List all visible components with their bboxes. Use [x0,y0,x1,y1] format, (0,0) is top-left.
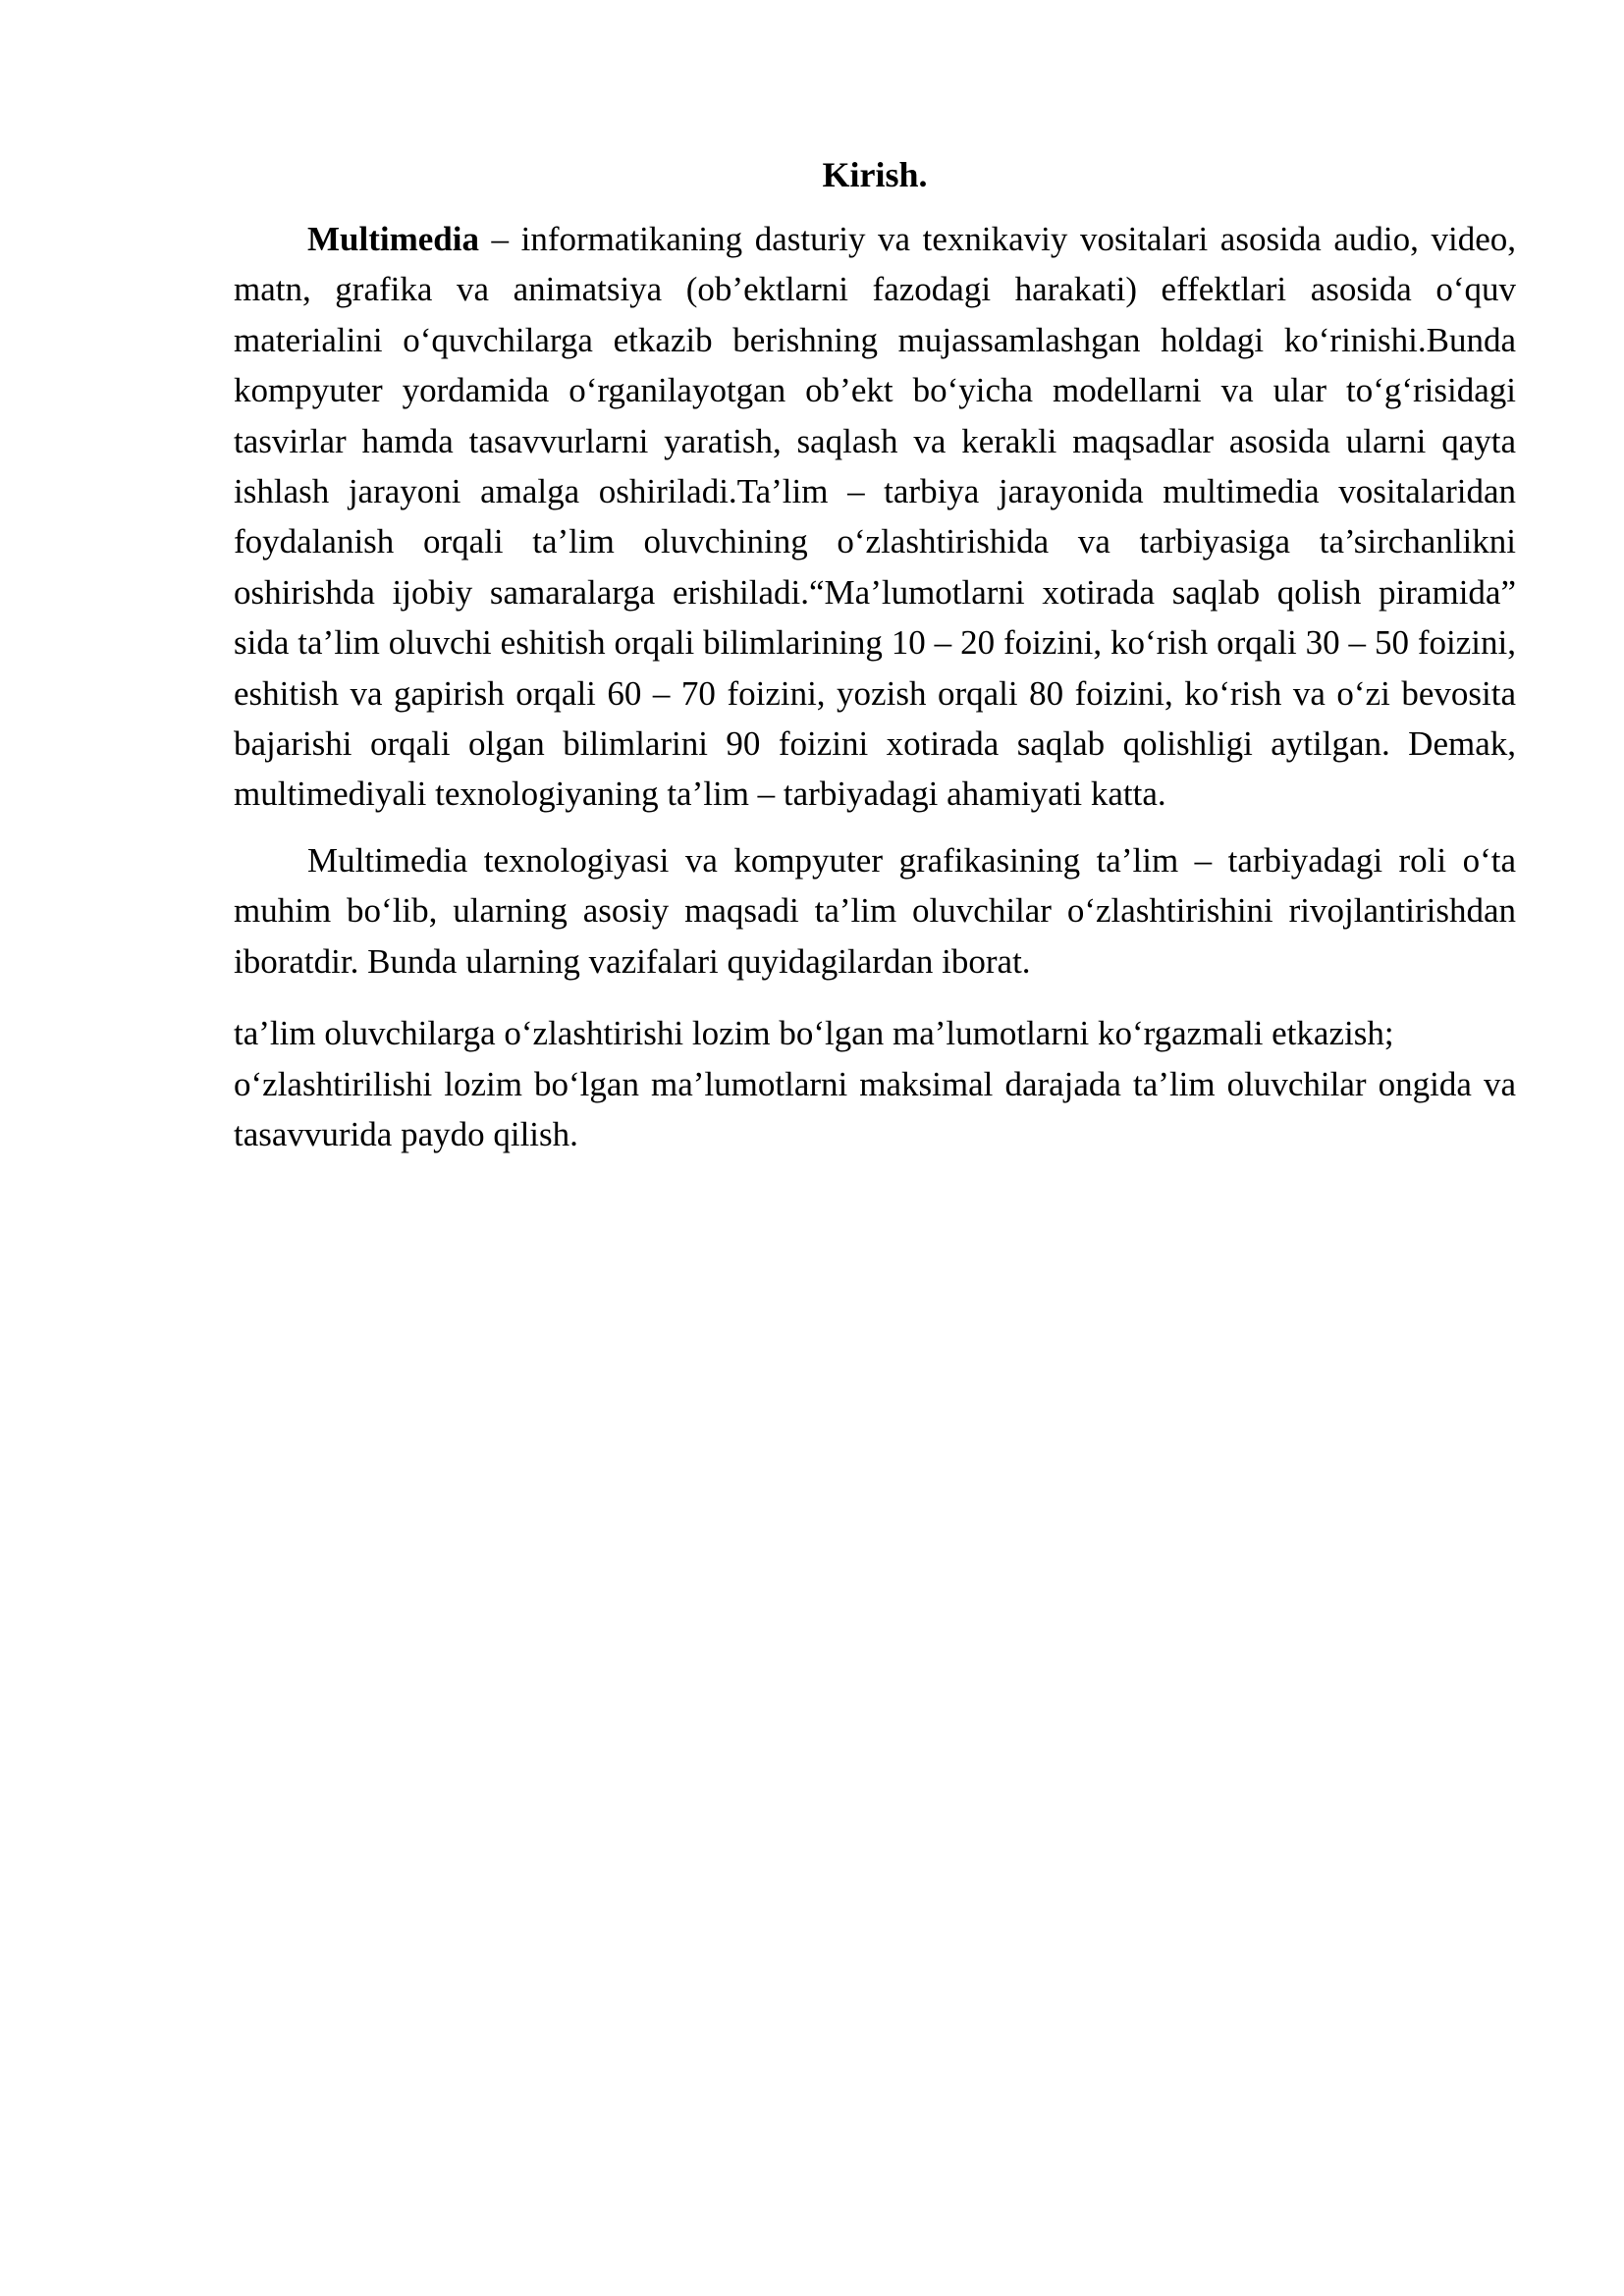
intro-paragraph-text: – informatikaning dasturiy va texnikaviy vositalari asosida audio, video, matn, grafika va animatsiya (ob’ektlarni fazodagi harakati) effektlari asosida o‘quv materialini o‘quvchilarga etkazib berishning mujassamlashgan holdagi ko‘rinishi.Bunda kompyuter yordamida o‘rganilayotgan ob’ekt bo‘yicha modellarni va ular to‘g‘risidagi tasvirlar hamda tasavvurlarni yaratish, saqlash va kerakli maqsadlar asosida ularni qayta ishlash jarayoni amalga oshiriladi.Ta’lim – tarbiya jarayonida multimedia vositalaridan foydalanish orqali ta’lim oluvchining o‘zlashtirishida va tarbiyasiga ta’sirchanlikni oshirishda ijobiy samaralarga erishiladi.“Ma’lumotlarni xotirada saqlab qolish piramida” sida ta’lim oluvchi eshitish orqali bilimlarining 10 – 20 foizini, ko‘rish orqali 30 – 50 foizini, eshitish va gapirish orqali 60 – 70 foizini, yozish orqali 80 foizini, ko‘rish va o‘zi bevosita bajarishi orqali olgan bilimlarini 90 foizini xotirada saqlab qolishligi aytilgan. Demak, multimediyali texnologiyaning ta’lim – tarbiyadagi ahamiyati katta. [234,220,1516,814]
role-paragraph: Multimedia texnologiyasi va kompyuter grafikasining ta’lim – tarbiyadagi roli o‘ta muhim bo‘lib, ularning asosiy maqsadi ta’lim oluvchilar o‘zlashtirishini rivojlantirishdan iboratdir. Bunda ularning vazifalari quyidagilardan iborat. [234,840,1516,981]
task-item-1: ta’lim oluvchilarga o‘zlashtirishi lozim bo‘lgan ma’lumotlarni ko‘rgazmali etkazish; [234,1014,1394,1053]
intro-paragraph [234,214,1516,820]
document-body [234,149,1516,1159]
term-multimedia: Multimedia [307,220,479,258]
task-item-2: o‘zlashtirilishi lozim bo‘lgan ma’lumotlarni maksimal darajada ta’lim oluvchilar ongida va tasavvurida paydo qilish. [234,1064,1516,1153]
section-heading: Kirish. [822,155,928,194]
